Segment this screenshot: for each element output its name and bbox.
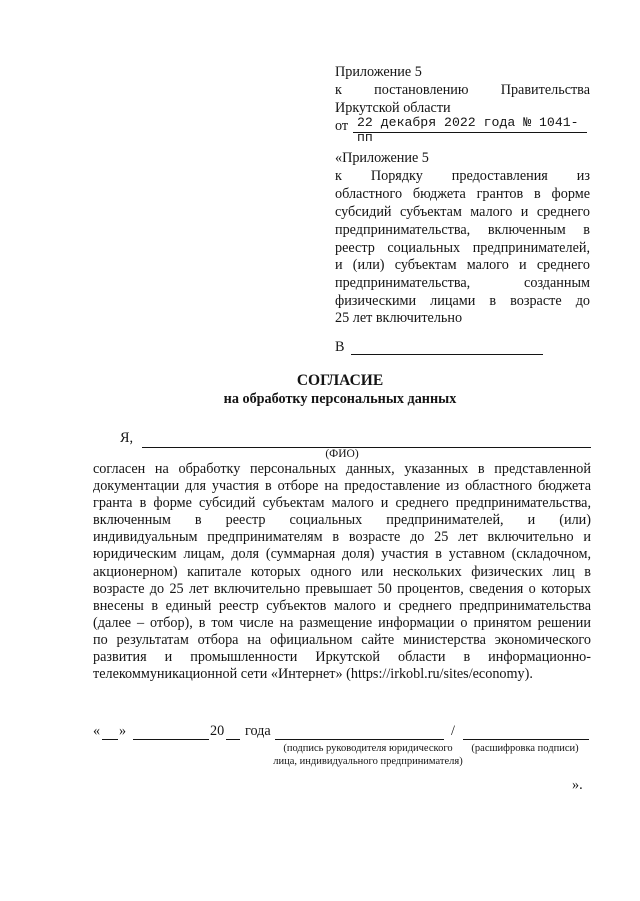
document-title: СОГЛАСИЕ [296,372,384,389]
consent-body [93,461,591,683]
resolution-date-line [335,115,590,145]
appendix-title: Приложение 5 [335,64,422,80]
from-prefix: от [335,118,349,134]
body-line-3: гранта в форме субсидий субъектам малого и среднего предпринимательства, [93,495,591,512]
order-line-3: субсидий субъектам малого и среднего [335,204,590,220]
order-appendix-title: «Приложение 5 [335,150,429,166]
body-line-1: согласен на обработку персональных данных, указанных в представленной [93,461,591,477]
signature-field[interactable] [275,723,444,740]
fio-caption: (ФИО) [325,448,359,460]
resolution-stamp: 22 декабря 2022 года № 1041-пп [353,115,587,133]
addressee-prefix: В [335,339,345,355]
addressee-field[interactable] [351,338,543,355]
body-line-9: внесены в единый реестр субъектов малого и среднего предпринимательства [93,597,591,614]
century-label: 20 [210,723,225,739]
i-prefix: Я, [120,430,134,446]
body-line-2: документации для участия в отборе на предоставление из областного бюджета [93,478,591,495]
month-field[interactable] [133,723,209,740]
signature-decode-field[interactable] [463,723,589,740]
order-line-5: реестр социальных предпринимателей, [335,240,590,256]
year-field[interactable] [226,723,240,740]
resolution-line-2: Иркутской области [335,100,451,116]
year-suffix: года [245,723,271,739]
addressee-line [335,338,545,358]
signature-caption: (подпись руководителя юридического лица, индивидуального предпринимателя) [273,743,463,767]
body-line-6: юридическим лицам, доля (суммарная доля) участия в уставном (складочном, [93,546,591,563]
order-line-8: физическими лицами в возрасте до [335,293,590,309]
order-line-2: областного бюджета грантов в форме [335,186,590,202]
order-line-1: к Порядку предоставления из [335,168,590,184]
body-line-8: возрасте до 25 лет включительно превышает 50 процентов, сведения о которых [93,580,591,597]
order-line-9: 25 лет включительно [335,310,463,326]
order-line-6: и (или) субъектам малого и среднего [335,257,590,273]
fio-field[interactable] [142,431,591,448]
decode-caption: (расшифровка подписи) [471,743,579,754]
body-line-12: развития и промышленности Иркутской области в информационно- [93,649,591,666]
document-subtitle: на обработку персональных данных [223,391,457,407]
body-line-last: телекоммуникационной сети «Интернет» (https://irkobl.ru/sites/economy). [93,666,533,683]
slash: / [451,723,455,739]
signature-row [93,723,593,745]
resolution-line-1: к постановлению Правительства [335,82,590,98]
order-line-4: предпринимательства, включенным в [335,222,590,238]
body-line-5: индивидуальным предпринимателям в возрасте до 25 лет включительно и [93,529,591,546]
body-line-10: (далее – отбор), в том числе на размещение информации о принятом решении [93,614,591,631]
day-field[interactable] [102,723,118,740]
end-mark: ». [572,777,583,793]
body-line-11: по результатам отбора на официальном сайте министерства экономического [93,631,591,648]
close-quote: » [119,723,127,739]
open-quote: « [93,723,101,739]
body-line-4: включенным в реестр социальных предпринимателей, и (или) [93,512,591,529]
order-line-7: предпринимательства, созданным [335,275,590,291]
body-line-7: акционерном) капитале которых одного или нескольких физических лиц в [93,563,591,580]
